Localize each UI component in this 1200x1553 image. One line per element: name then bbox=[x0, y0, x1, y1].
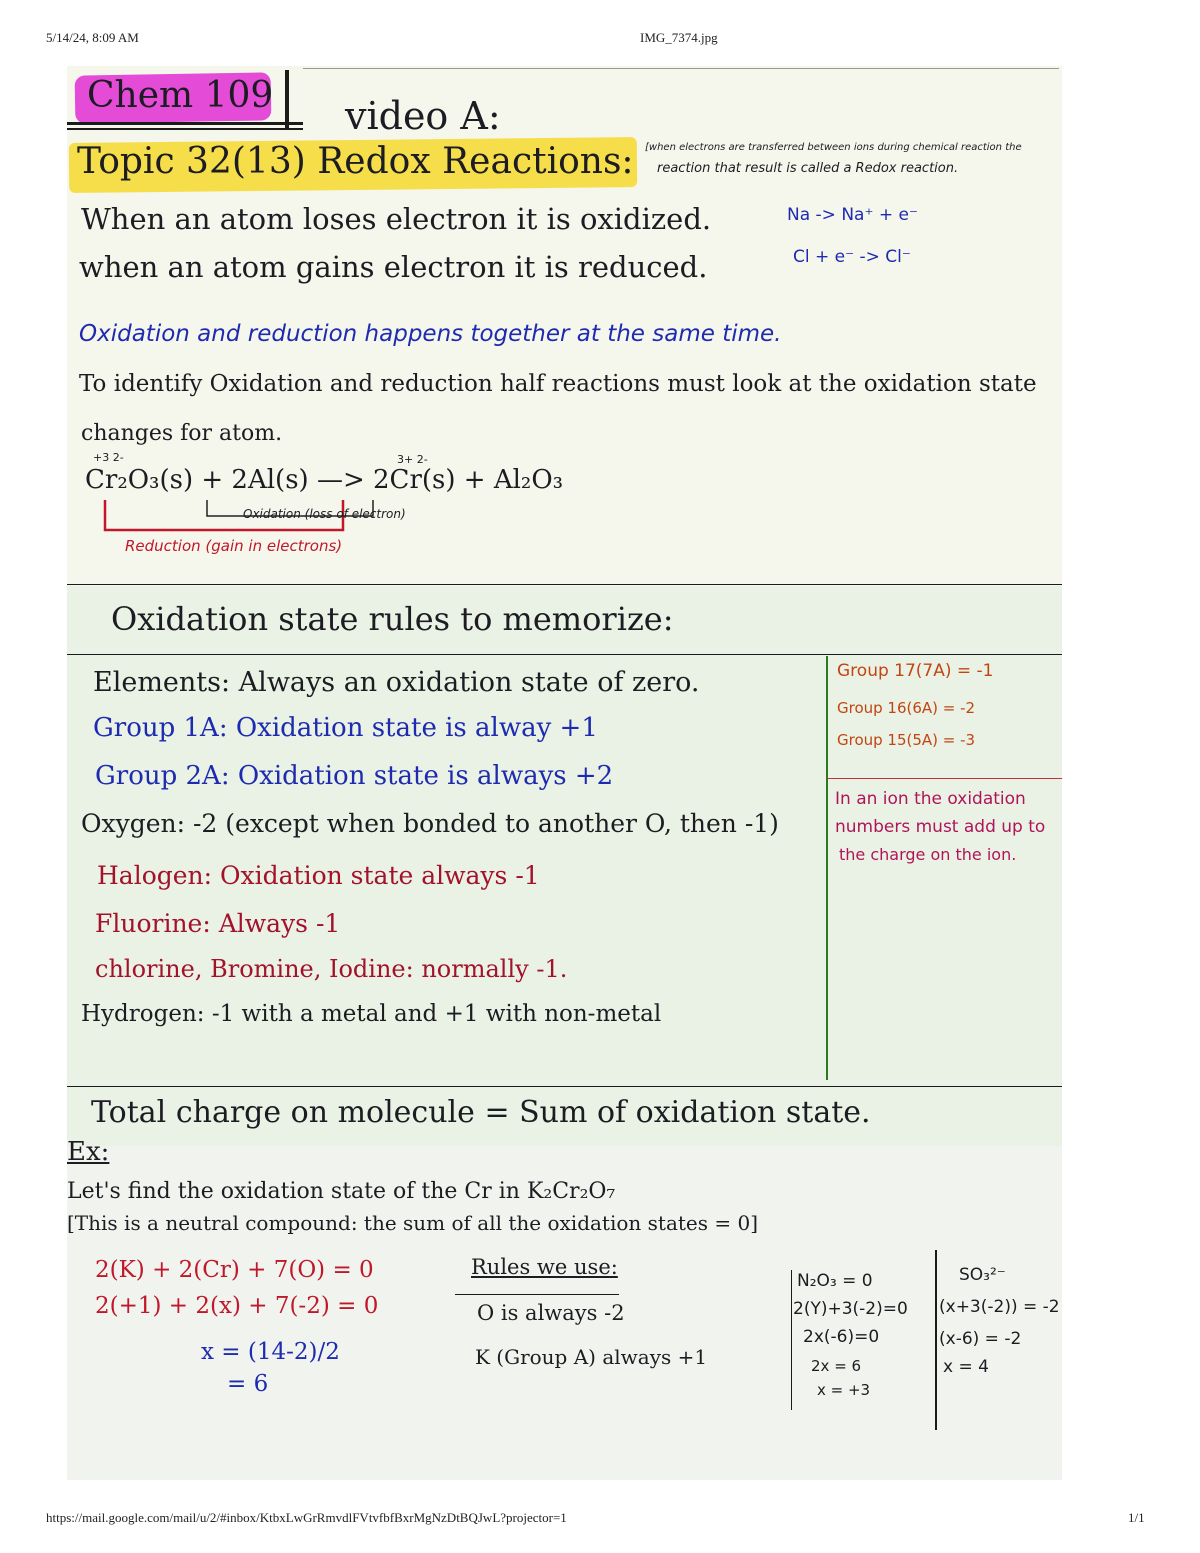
calc-line-3: x = (14-2)/2 bbox=[201, 1339, 340, 1365]
n2o3-line-5: x = +3 bbox=[817, 1381, 871, 1399]
n2o3-line-3: 2x(-6)=0 bbox=[803, 1327, 880, 1347]
so3-line-4: x = 4 bbox=[943, 1357, 989, 1377]
find-line: Let's find the oxidation state of the Cr in K₂Cr₂O₇ bbox=[67, 1179, 616, 1204]
rule-group-2a: Group 2A: Oxidation state is always +2 bbox=[95, 761, 614, 791]
topic-definition-1: [when electrons are transferred between ions during chemical reaction the bbox=[645, 142, 1022, 153]
n2o3-line-1: N₂O₃ = 0 bbox=[797, 1271, 873, 1291]
reduced-line: when an atom gains electron it is reduced. bbox=[79, 250, 708, 284]
print-filename: IMG_7374.jpg bbox=[640, 30, 718, 45]
rule-halogen: Halogen: Oxidation state always -1 bbox=[97, 861, 540, 890]
identify-line-2: changes for atom. bbox=[81, 421, 283, 446]
total-charge-line: Total charge on molecule = Sum of oxidation state. bbox=[91, 1095, 871, 1130]
rule-fluorine: Fluorine: Always -1 bbox=[95, 909, 341, 938]
topic-title: Topic 32(13) Redox Reactions: bbox=[77, 141, 634, 182]
rule-elements: Elements: Always an oxidation state of zero. bbox=[93, 667, 700, 698]
side-group-15: Group 15(5A) = -3 bbox=[837, 731, 976, 749]
print-url: https://mail.google.com/mail/u/2/#inbox/KtbxLwGrRmvdlFVtvfbfBxrMgNzDtBQJwL?projector=1 bbox=[46, 1510, 567, 1525]
ion-note-1: In an ion the oxidation bbox=[835, 789, 1026, 809]
reduced-example: Cl + e⁻ -> Cl⁻ bbox=[793, 247, 911, 267]
divider-example bbox=[67, 1086, 1062, 1087]
rule-oxygen: Oxygen: -2 (except when bonded to another O, then -1) bbox=[81, 809, 779, 838]
rule-cl-br-i: chlorine, Bromine, Iodine: normally -1. bbox=[95, 955, 568, 983]
side-group-16: Group 16(6A) = -2 bbox=[837, 699, 976, 717]
page-count: 1/1 bbox=[1128, 1510, 1145, 1525]
side-note-divider bbox=[827, 778, 1062, 779]
calc-line-2: 2(+1) + 2(x) + 7(-2) = 0 bbox=[95, 1293, 379, 1319]
rules-we-use-heading: Rules we use: bbox=[471, 1255, 618, 1279]
rules-heading: Oxidation state rules to memorize: bbox=[111, 600, 674, 638]
so3-line-3: (x-6) = -2 bbox=[939, 1329, 1022, 1349]
calc-line-1: 2(K) + 2(Cr) + 7(O) = 0 bbox=[95, 1257, 374, 1283]
equation-charges-left: +3 2- bbox=[93, 451, 124, 464]
oxidized-example: Na -> Na⁺ + e⁻ bbox=[787, 205, 918, 225]
divider-rules-heading bbox=[67, 654, 1062, 655]
video-label: video A: bbox=[345, 94, 501, 138]
n2o3-left-bar bbox=[791, 1270, 792, 1410]
divider-rules-top bbox=[67, 584, 1062, 585]
example-label: Ex: bbox=[67, 1137, 110, 1167]
oxidation-label: Oxidation (loss of electron) bbox=[243, 507, 406, 521]
identify-line-1: To identify Oxidation and reduction half reactions must look at the oxidation state bbox=[79, 371, 1037, 397]
rule-used-potassium: K (Group A) always +1 bbox=[475, 1345, 708, 1369]
oxidized-line: When an atom loses electron it is oxidized. bbox=[81, 202, 712, 236]
rule-used-oxygen: O is always -2 bbox=[477, 1301, 625, 1325]
redox-equation: Cr₂O₃(s) + 2Al(s) —> 2Cr(s) + Al₂O₃ bbox=[85, 465, 564, 495]
course-underline bbox=[67, 122, 303, 125]
rule-group-1a: Group 1A: Oxidation state is alway +1 bbox=[93, 713, 598, 743]
neutral-line: [This is a neutral compound: the sum of all the oxidation states = 0] bbox=[67, 1211, 759, 1235]
so3-line-2: (x+3(-2)) = -2 bbox=[939, 1297, 1060, 1317]
rule-hydrogen: Hydrogen: -1 with a metal and +1 with non-metal bbox=[81, 1001, 662, 1027]
course-tag: Chem 109 bbox=[87, 75, 274, 116]
rules-side-divider bbox=[826, 656, 828, 1080]
side-group-17: Group 17(7A) = -1 bbox=[837, 661, 994, 681]
reduction-label: Reduction (gain in electrons) bbox=[125, 537, 343, 555]
together-line: Oxidation and reduction happens together at the same time. bbox=[79, 321, 782, 347]
n2o3-line-4: 2x = 6 bbox=[811, 1357, 862, 1375]
so3-line-1: SO₃²⁻ bbox=[959, 1265, 1006, 1285]
so3-divider bbox=[935, 1250, 937, 1430]
calc-line-4: = 6 bbox=[227, 1371, 269, 1397]
n2o3-line-2: 2(Y)+3(-2)=0 bbox=[793, 1299, 908, 1319]
print-datetime: 5/14/24, 8:09 AM bbox=[46, 30, 139, 45]
equation-charges-right: 3+ 2- bbox=[397, 453, 428, 466]
notes-page bbox=[67, 66, 1062, 1480]
topic-definition-2: reaction that result is called a Redox reaction. bbox=[657, 161, 959, 176]
ion-note-3: the charge on the ion. bbox=[839, 845, 1017, 864]
ion-note-2: numbers must add up to bbox=[835, 817, 1046, 837]
